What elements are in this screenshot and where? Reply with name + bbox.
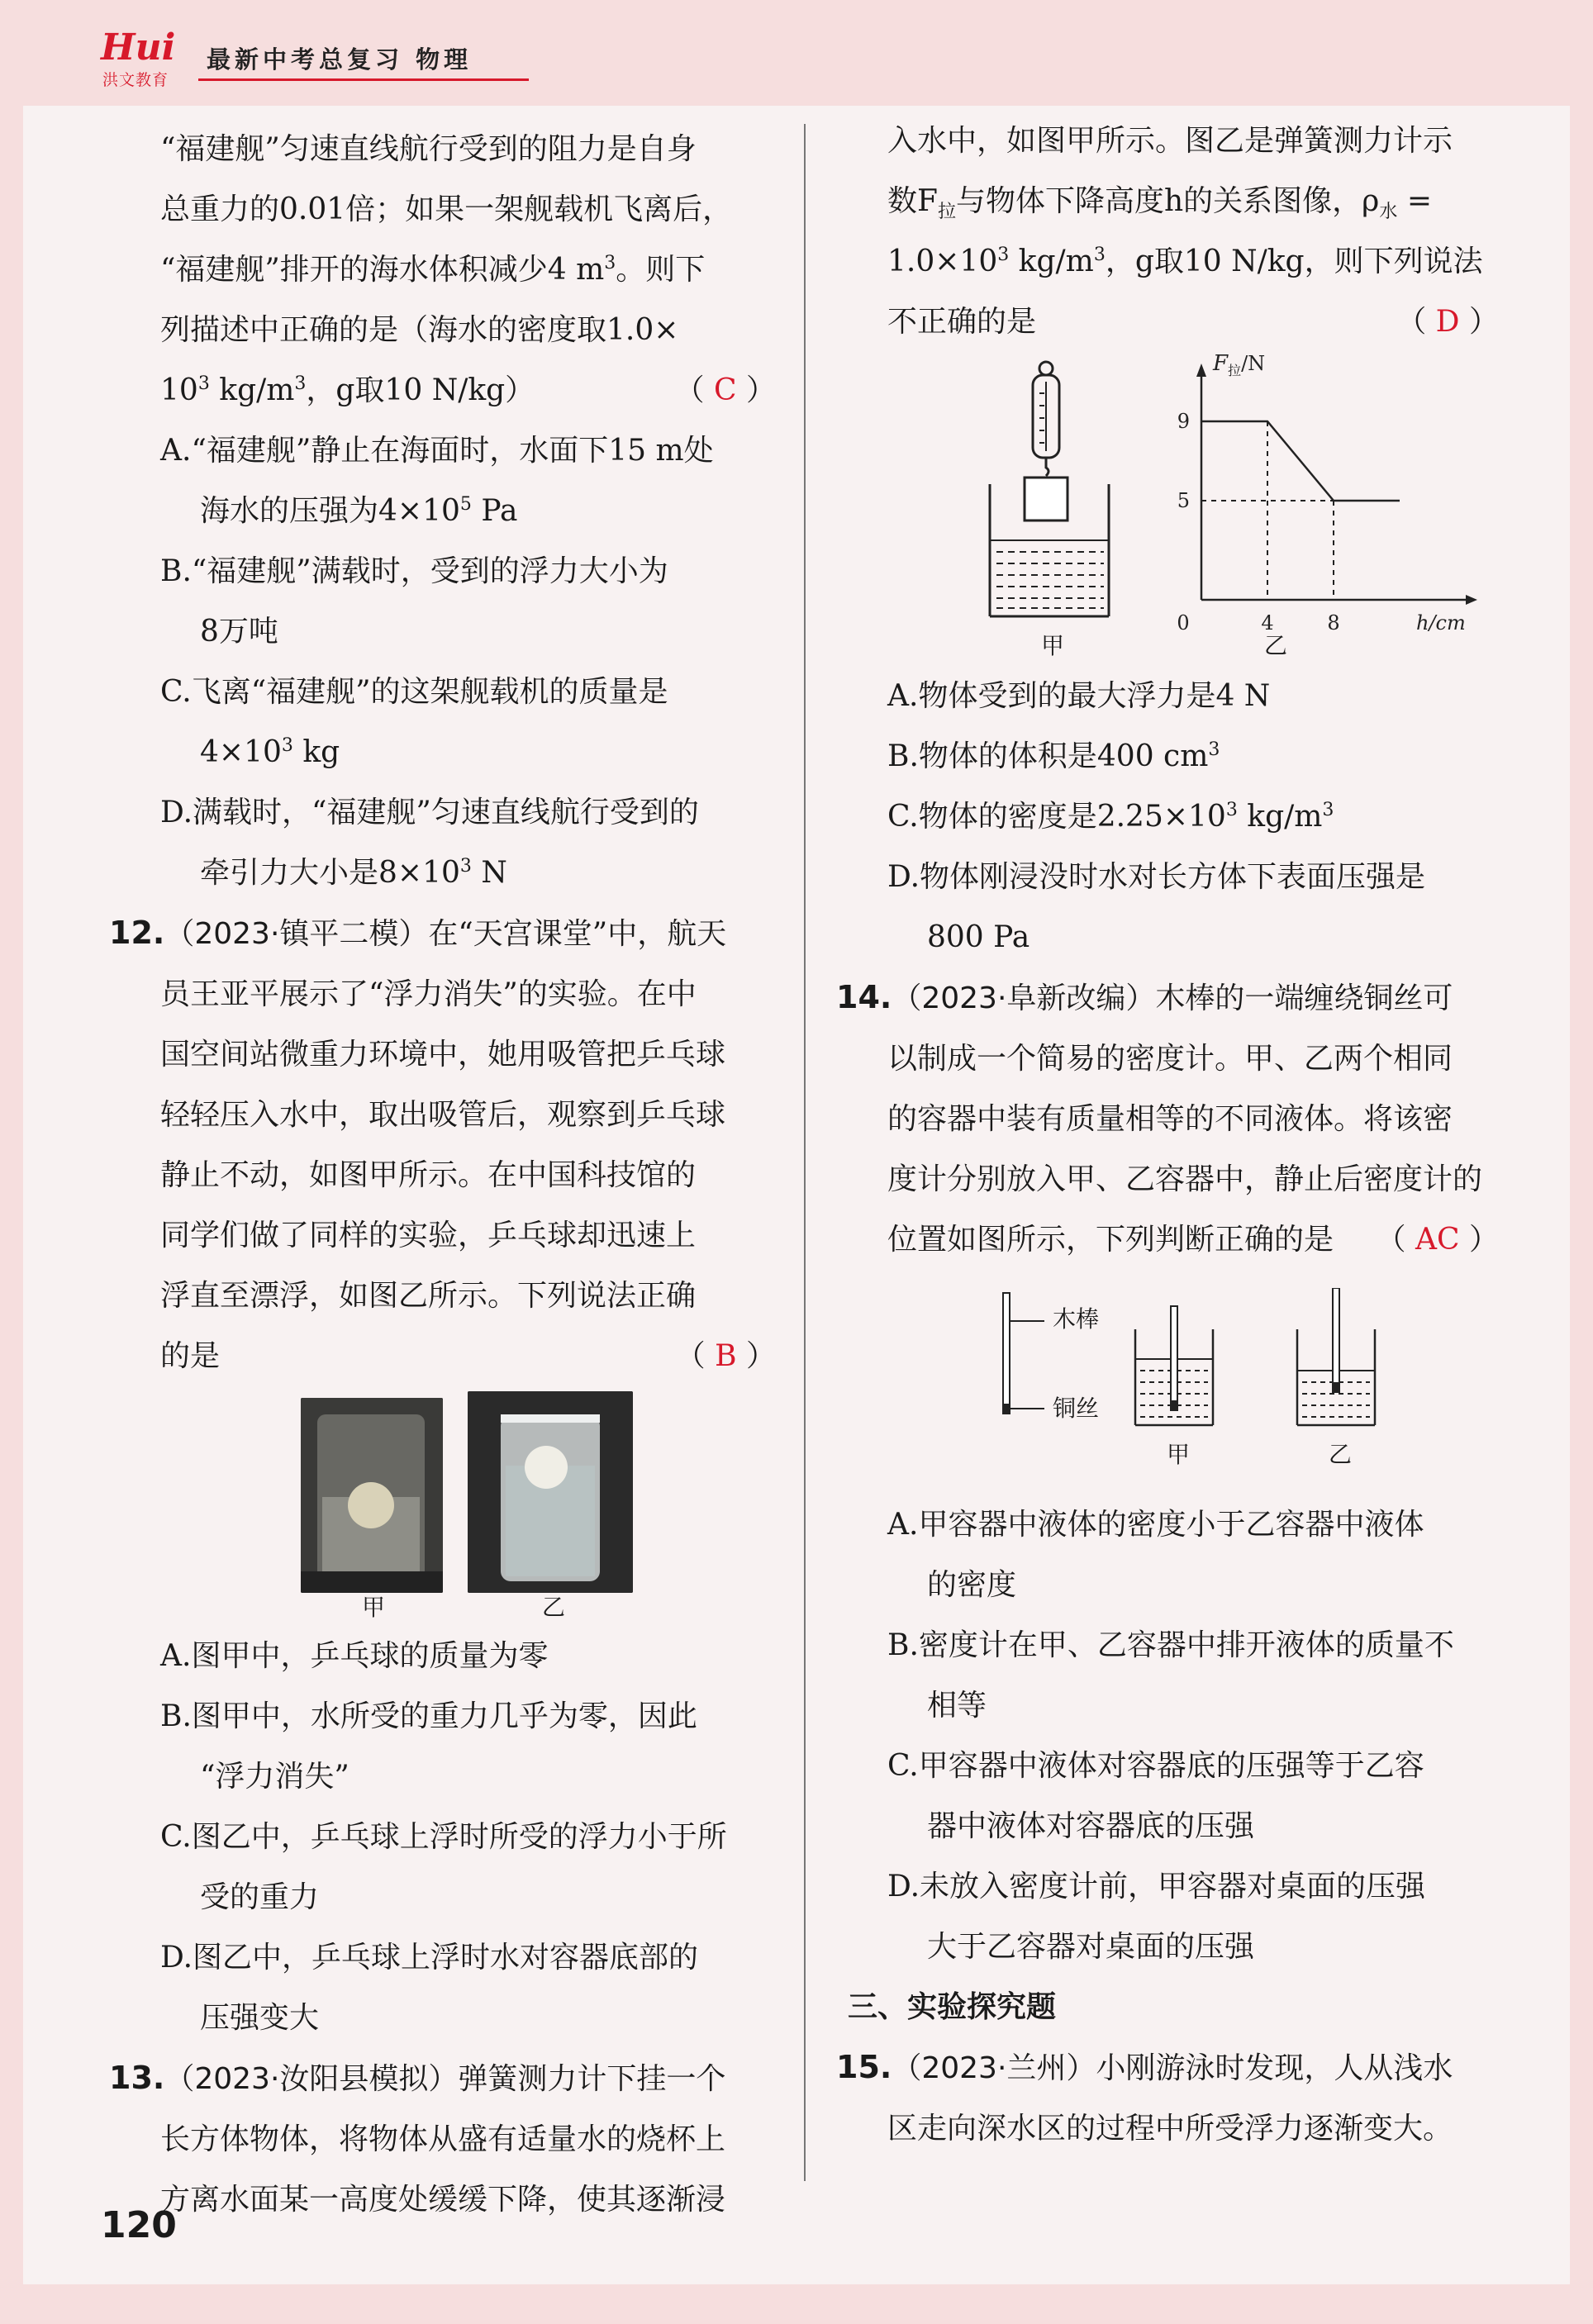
q11-option-a: A.“福建舰”静止在海面时，水面下15 m处 (160, 434, 714, 468)
q13-option-d: D.物体刚浸没时水对长方体下表面压强是 (887, 860, 1426, 894)
q12-option-c: C.图乙中，乒乓球上浮时所受的浮力小于所 (160, 1820, 727, 1854)
q13-option-c: C.物体的密度是$2.25\times 10^3$ $kg/m^3$ (887, 800, 1334, 834)
q14-option-b-cont: 相等 (927, 1689, 987, 1723)
q14-option-b: B.密度计在甲、乙容器中排开液体的质量不 (887, 1628, 1454, 1662)
fig13-caption-yi: 乙 (1264, 632, 1288, 659)
header-underline (198, 78, 529, 81)
bottom-margin-band (0, 2284, 1593, 2324)
x-tick-label: 4 (1261, 611, 1274, 634)
q14-option-a-cont: 的密度 (927, 1568, 1017, 1602)
q12-option-d-cont: 压强变大 (200, 2001, 320, 2035)
q12-option-b: B.图甲中，水所受的重力几乎为零，因此 (160, 1699, 697, 1733)
y-axis-arrow (1196, 364, 1206, 377)
series-line (1201, 421, 1400, 501)
q14-option-d: D.未放入密度计前，甲容器对桌面的压强 (887, 1870, 1426, 1903)
q11-line-1: “福建舰”匀速直线航行受到的阻力是自身 (160, 132, 697, 166)
q15-stem-line-2: 区走向深水区的过程中所受浮力逐渐变大。 (887, 2112, 1453, 2146)
page-number: 120 (101, 2204, 177, 2246)
q14-stem-line-3: 的容器中装有质量相等的不同液体。将该密 (887, 1102, 1453, 1136)
q13-stem-line-3: 方离水面某一高度处缓缓下降，使其逐渐浸 (160, 2183, 726, 2217)
q13-cont-line-3: $1.0\times 10^3$ $kg/m^3$，g取10 N/kg，则下列说法 (887, 245, 1483, 278)
q14-stem-line-4: 度计分别放入甲、乙容器中，静止后密度计的 (887, 1162, 1483, 1196)
q14-answer: （ AC ） (1376, 1223, 1499, 1257)
header-title: 最新中考总复习 物理 (207, 45, 473, 74)
column-divider (804, 124, 806, 2181)
q12-option-a: A.图甲中，乒乓球的质量为零 (160, 1639, 549, 1673)
q11-line-5: $10^3$ $kg/m^3$，g取10 N/kg） （ C ） (160, 360, 776, 421)
q13-cont-line-1: 入水中，如图甲所示。图乙是弹簧测力计示 (887, 124, 1453, 158)
q13-answer: （ D ） (1396, 305, 1499, 339)
q11-option-c-cont: $4\times 10^3$ kg (200, 735, 340, 769)
fig-caption-jia: 甲 (362, 1594, 386, 1621)
brand-logo: Hui 洪文教育 (101, 26, 176, 89)
q11-line-3: “福建舰”排开的海水体积减少4 $m^3$。则下 (160, 253, 706, 287)
fig14-caption-jia: 甲 (1167, 1441, 1191, 1468)
q13-cont-line-4: 不正确的是 （ D ） (887, 292, 1499, 352)
q12-stem-line-5: 静止不动，如图甲所示。在中国科技馆的 (160, 1158, 697, 1192)
q11-option-d: D.满载时，“福建舰”匀速直线航行受到的 (160, 796, 699, 829)
q14-option-a: A.甲容器中液体的密度小于乙容器中液体 (887, 1508, 1424, 1542)
q12-stem-line-7: 浮直至漂浮，如图乙所示。下列说法正确 (160, 1279, 697, 1313)
label-mubang: 木棒 (1053, 1305, 1100, 1333)
photo-yi (468, 1391, 633, 1593)
q14-figure (887, 1270, 1499, 1495)
fig14-caption-yi: 乙 (1329, 1441, 1353, 1468)
fig-caption-yi: 乙 (542, 1594, 566, 1621)
q13-option-b: B.物体的体积是400 $cm^3$ (887, 739, 1220, 773)
q12-option-c-cont: 受的重力 (200, 1880, 320, 1914)
q11-answer: （ C ） (674, 373, 776, 407)
q14-option-c-cont: 器中液体对容器底的压强 (927, 1809, 1255, 1843)
q11-line-2: 总重力的0.01倍；如果一架舰载机飞离后， (160, 192, 733, 226)
q15-stem-line-1: 15.（2023·兰州）小刚游泳时发现，人从浅水 (836, 2049, 1453, 2085)
x-tick-label: 0 (1177, 611, 1190, 634)
q12-option-b-cont: “浮力消失” (200, 1760, 350, 1794)
q13-option-a: A.物体受到的最大浮力是4 N (887, 679, 1271, 713)
spring-scale-beaker-diagram (978, 360, 1127, 625)
q12-figure (160, 1386, 776, 1626)
q14-stem-line-1: 14.（2023·阜新改编）木棒的一端缠绕铜丝可 (836, 979, 1453, 1015)
left-margin-band (0, 0, 23, 2324)
photo-jia (301, 1398, 443, 1593)
right-column (836, 111, 1499, 2159)
x-axis-arrow (1466, 595, 1477, 605)
section-title: 三、实验探究题 (848, 1990, 1057, 2024)
q12-stem-line-1: 12.（2023·镇平二模）在“天宫课堂”中，航天 (109, 915, 727, 951)
fig13-caption-jia: 甲 (1041, 632, 1065, 659)
q11-option-b-cont: 8万吨 (200, 615, 278, 649)
x-tick-label: 8 (1327, 611, 1340, 634)
right-margin-band (1570, 0, 1593, 2324)
q11-option-c: C.飞离“福建舰”的这架舰载机的质量是 (160, 675, 668, 709)
q11-line-4: 列描述中正确的是（海水的密度取1.0× (160, 313, 679, 347)
q12-answer: （ B ） (675, 1339, 776, 1373)
q13-cont-line-2: 数$F_拉$与物体下降高度h的关系图像，$\rho_水$ = (887, 184, 1432, 223)
q14-option-d-cont: 大于乙容器对桌面的压强 (927, 1930, 1255, 1964)
q13-stem-line-1: 13.（2023·汝阳县模拟）弹簧测力计下挂一个 (109, 2060, 726, 2096)
force-height-chart (1135, 352, 1482, 641)
q13-figure (887, 352, 1499, 666)
x-axis-label: h/cm (1416, 611, 1466, 634)
q12-stem-line-2: 员王亚平展示了“浮力消失”的实验。在中 (160, 977, 697, 1011)
q11-option-a-cont: 海水的压强为$4\times 10^5$ Pa (200, 494, 518, 528)
q12-stem-line-8: 的是 （ B ） (160, 1326, 776, 1386)
q12-stem-line-6: 同学们做了同样的实验，乒乓球却迅速上 (160, 1219, 697, 1252)
y-tick-label: 5 (1177, 489, 1190, 512)
q11-option-d-cont: 牵引力大小是$8\times 10^3$ N (200, 856, 507, 890)
page-header (97, 25, 472, 91)
q13-stem-line-2: 长方体物体，将物体从盛有适量水的烧杯上 (160, 2122, 726, 2156)
q13-option-d-cont: 800 Pa (927, 920, 1030, 954)
q14-stem-line-2: 以制成一个简易的密度计。甲、乙两个相同 (887, 1042, 1453, 1076)
q12-stem-line-4: 轻轻压入水中，取出吸管后，观察到乒乓球 (160, 1098, 726, 1132)
label-tongsi: 铜丝 (1053, 1395, 1100, 1422)
q11-option-b: B.“福建舰”满载时，受到的浮力大小为 (160, 554, 668, 588)
y-axis-label: $F_拉/N$ (1213, 352, 1266, 378)
q14-stem-line-5: 位置如图所示，下列判断正确的是 （ AC ） (887, 1210, 1499, 1270)
q12-stem-line-3: 国空间站微重力环境中，她用吸管把乒乓球 (160, 1038, 726, 1072)
y-tick-label: 9 (1177, 410, 1190, 433)
q14-option-c: C.甲容器中液体对容器底的压强等于乙容 (887, 1749, 1424, 1783)
q12-option-d: D.图乙中，乒乓球上浮时水对容器底部的 (160, 1941, 699, 1975)
